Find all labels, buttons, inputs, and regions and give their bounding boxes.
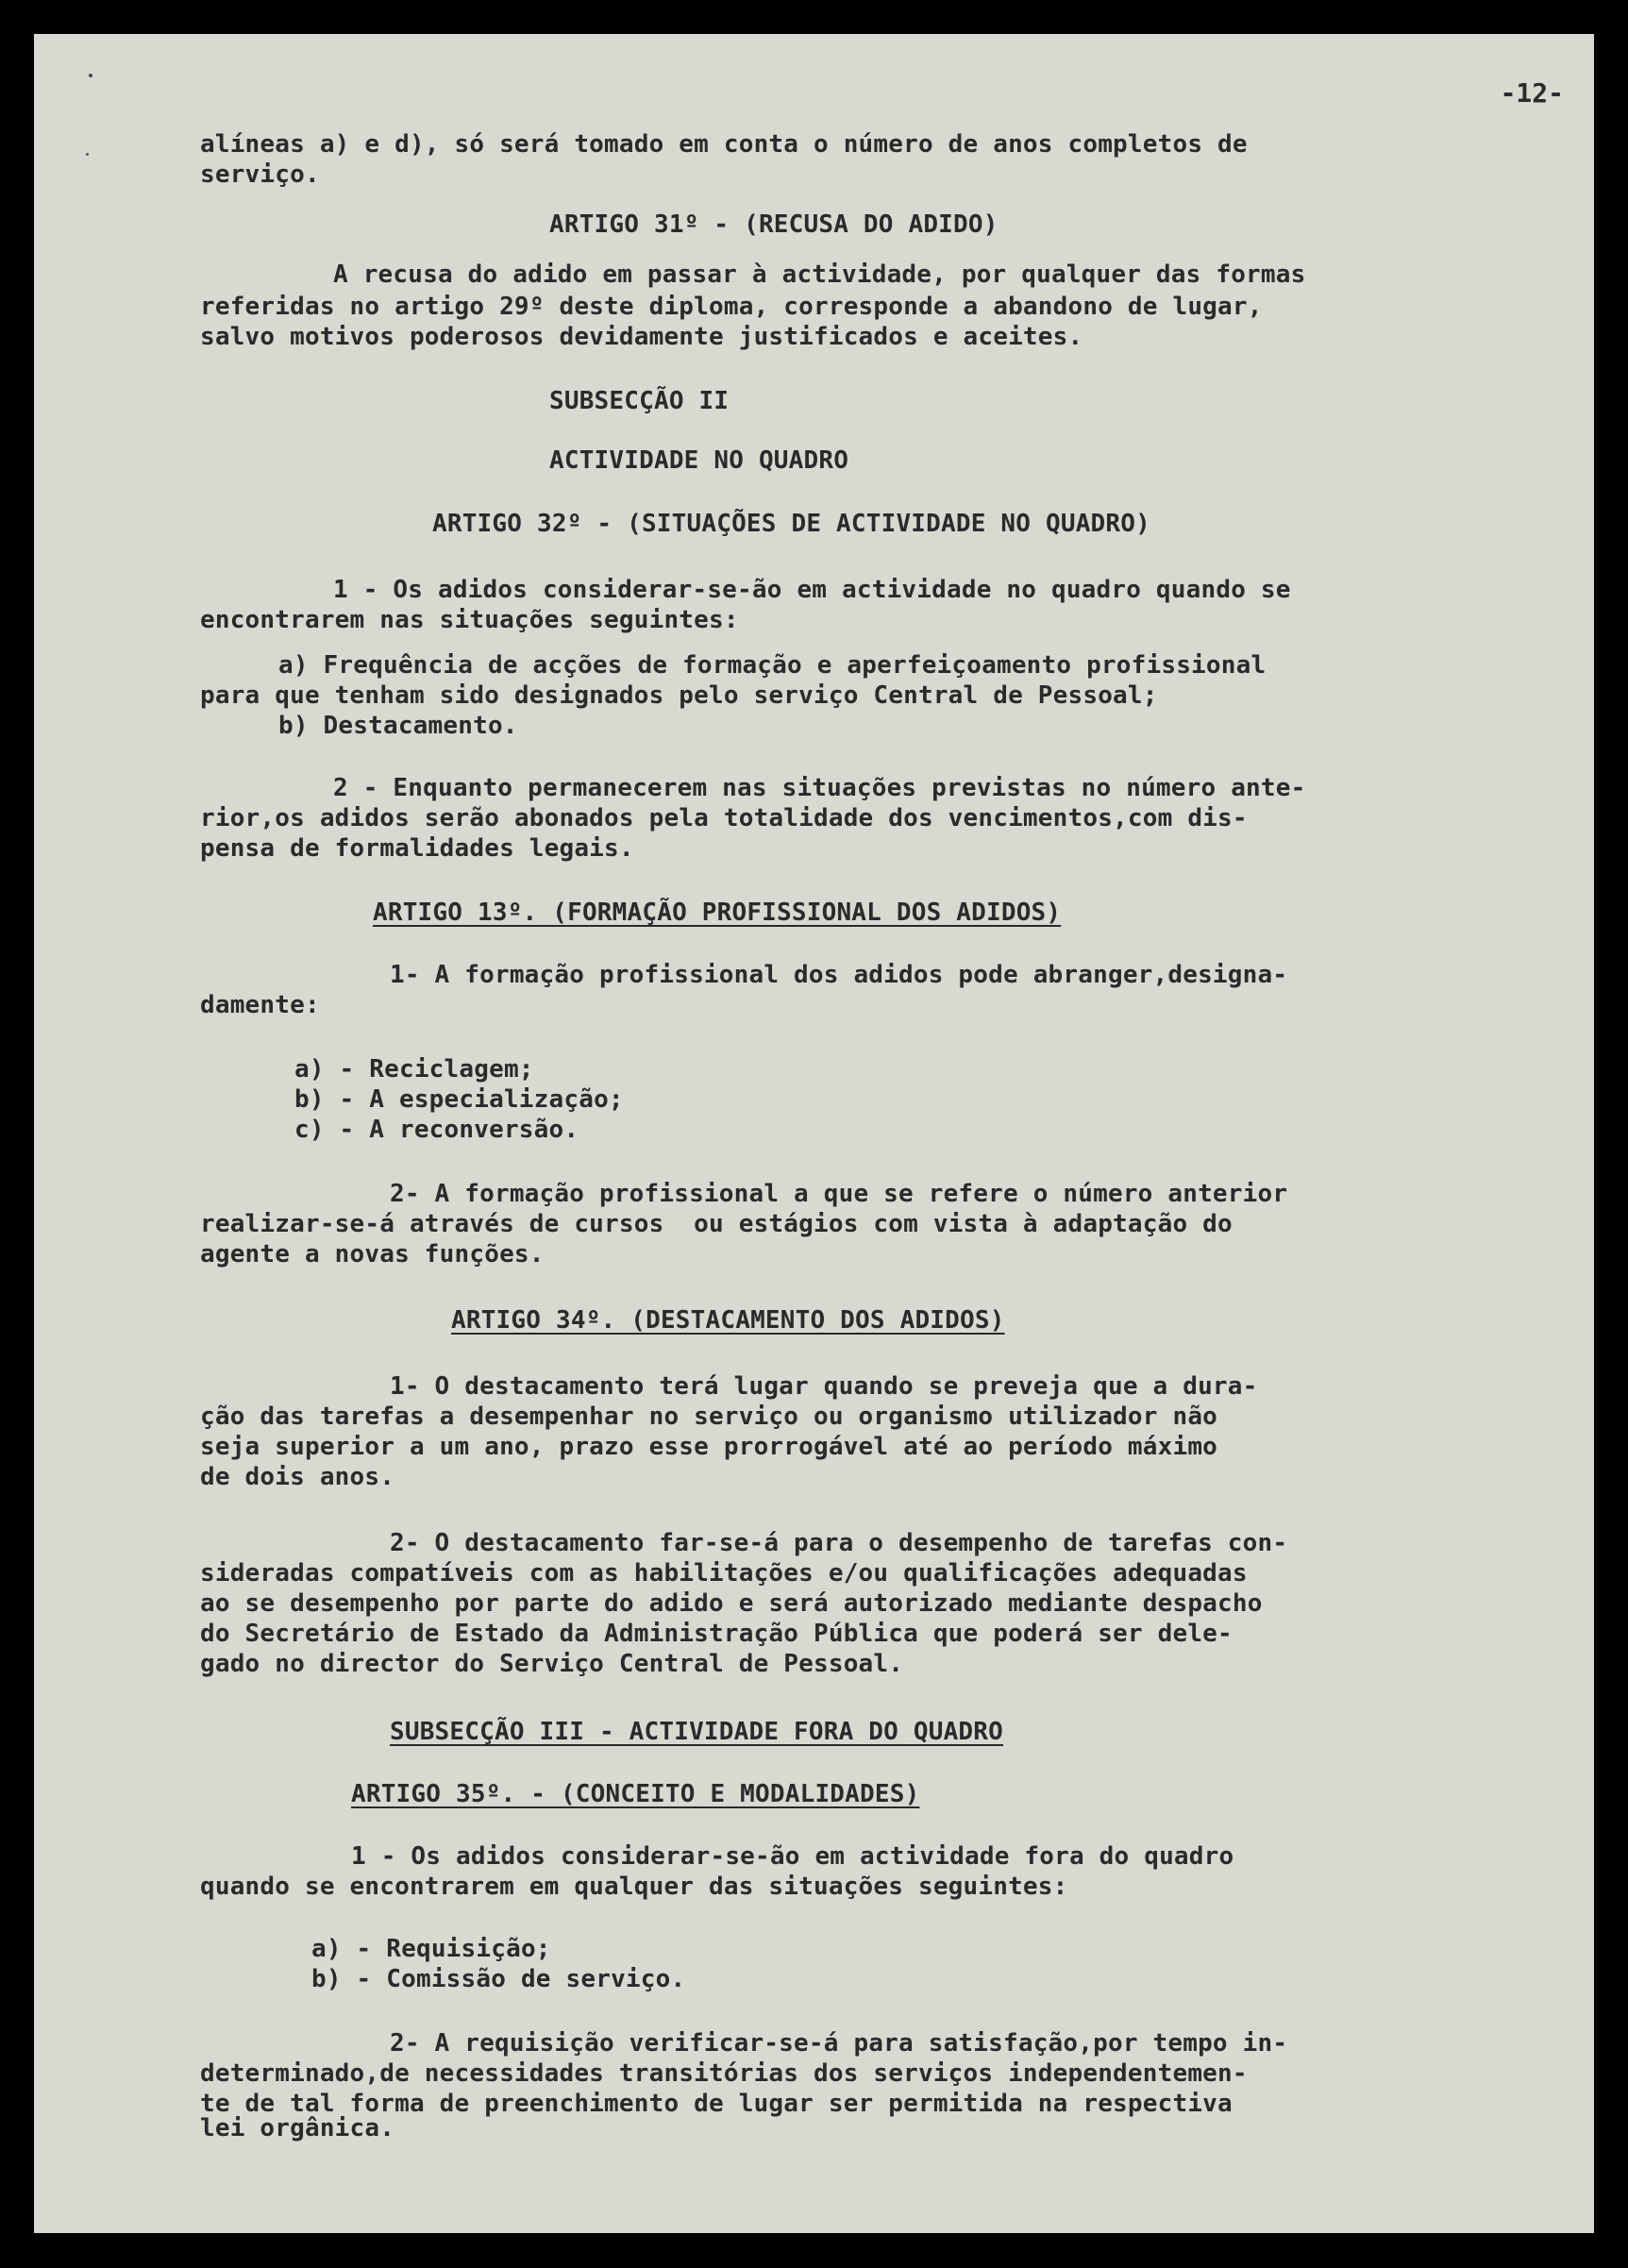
section-heading: ARTIGO 34º. (DESTACAMENTO DOS ADIDOS) [451, 1306, 1005, 1335]
text-line: SUBSECÇÃO II [549, 387, 730, 415]
text-line: ao se desempenho por parte do adido e será autorizado mediante despacho [200, 1589, 1263, 1618]
text-line: agente a novas funções. [200, 1240, 545, 1268]
text-line: do Secretário de Estado da Administração Pública que poderá ser dele- [200, 1620, 1233, 1648]
text-line: A recusa do adido em passar à actividade, por qualquer das formas [333, 260, 1306, 289]
text-line: de dois anos. [200, 1463, 395, 1491]
text-line: quando se encontrarem em qualquer das situações seguintes: [200, 1873, 1068, 1901]
text-line: pensa de formalidades legais. [200, 834, 634, 863]
text-line: seja superior a um ano, prazo esse prorrogável até ao período máximo [200, 1433, 1218, 1461]
text-line: serviço. [200, 160, 320, 189]
text-line: a) - Reciclagem; [294, 1055, 534, 1084]
text-line: ARTIGO 32º - (SITUAÇÕES DE ACTIVIDADE NO QUADRO) [432, 510, 1150, 538]
document-page [34, 34, 1594, 2233]
text-line: a) - Requisição; [311, 1935, 551, 1963]
text-line: referidas no artigo 29º deste diploma, corresponde a abandono de lugar, [200, 293, 1263, 321]
text-line: c) - A reconversão. [294, 1116, 579, 1144]
section-heading: ARTIGO 35º. - (CONCEITO E MODALIDADES) [351, 1780, 920, 1808]
text-line: 2- A formação profissional a que se refere o número anterior [390, 1180, 1288, 1208]
text-line: realizar-se-á através de cursos ou estágios com vista à adaptação do [200, 1210, 1233, 1238]
text-line: te de tal forma de preenchimento de lugar ser permitida na respectiva [200, 2090, 1233, 2118]
text-line: 2 - Enquanto permanecerem nas situações previstas no número ante- [333, 774, 1306, 802]
text-line: 1 - Os adidos considerar-se-ão em actividade no quadro quando se [333, 576, 1291, 604]
text-line: b) - A especialização; [294, 1085, 624, 1114]
text-line: damente: [200, 991, 320, 1019]
text-line: 1- O destacamento terá lugar quando se preveja que a dura- [390, 1372, 1258, 1401]
page-number: -12- [1500, 77, 1564, 109]
section-heading: SUBSECÇÃO III - ACTIVIDADE FORA DO QUADRO [390, 1718, 1003, 1746]
text-line: 1 - Os adidos considerar-se-ão em actividade fora do quadro [351, 1842, 1234, 1871]
text-line: b) - Comissão de serviço. [311, 1965, 686, 1993]
text-line: determinado,de necessidades transitórias dos serviços independentemen- [200, 2059, 1248, 2088]
text-line: alíneas a) e d), só será tomado em conta o número de anos completos de [200, 130, 1248, 159]
paper-speck [89, 74, 92, 77]
text-line: ACTIVIDADE NO QUADRO [549, 446, 849, 475]
text-line: 2- A requisição verificar-se-á para satisfação,por tempo in- [390, 2029, 1288, 2058]
text-line: sideradas compatíveis com as habilitações e/ou qualificações adequadas [200, 1559, 1248, 1588]
paper-speck [86, 153, 89, 156]
text-line: gado no director do Serviço Central de Pessoal. [200, 1650, 904, 1678]
text-line: 1- A formação profissional dos adidos pode abranger,designa- [390, 961, 1288, 989]
text-line: b) Destacamento. [278, 712, 518, 740]
text-line: ARTIGO 31º - (RECUSA DO ADIDO) [549, 210, 999, 239]
text-line: a) Frequência de acções de formação e aperfeiçoamento profissional [278, 651, 1267, 680]
text-line: rior,os adidos serão abonados pela totalidade dos vencimentos,com dis- [200, 804, 1248, 832]
text-line: salvo motivos poderosos devidamente justificados e aceites. [200, 323, 1083, 351]
text-line: lei orgânica. [200, 2114, 395, 2142]
section-heading: ARTIGO 13º. (FORMAÇÃO PROFISSIONAL DOS ADIDOS) [373, 899, 1062, 927]
text-line: para que tenham sido designados pelo serviço Central de Pessoal; [200, 681, 1158, 710]
text-line: encontrarem nas situações seguintes: [200, 606, 739, 634]
text-line: 2- O destacamento far-se-á para o desempenho de tarefas con- [390, 1529, 1288, 1557]
text-line: ção das tarefas a desempenhar no serviço ou organismo utilizador não [200, 1403, 1218, 1431]
